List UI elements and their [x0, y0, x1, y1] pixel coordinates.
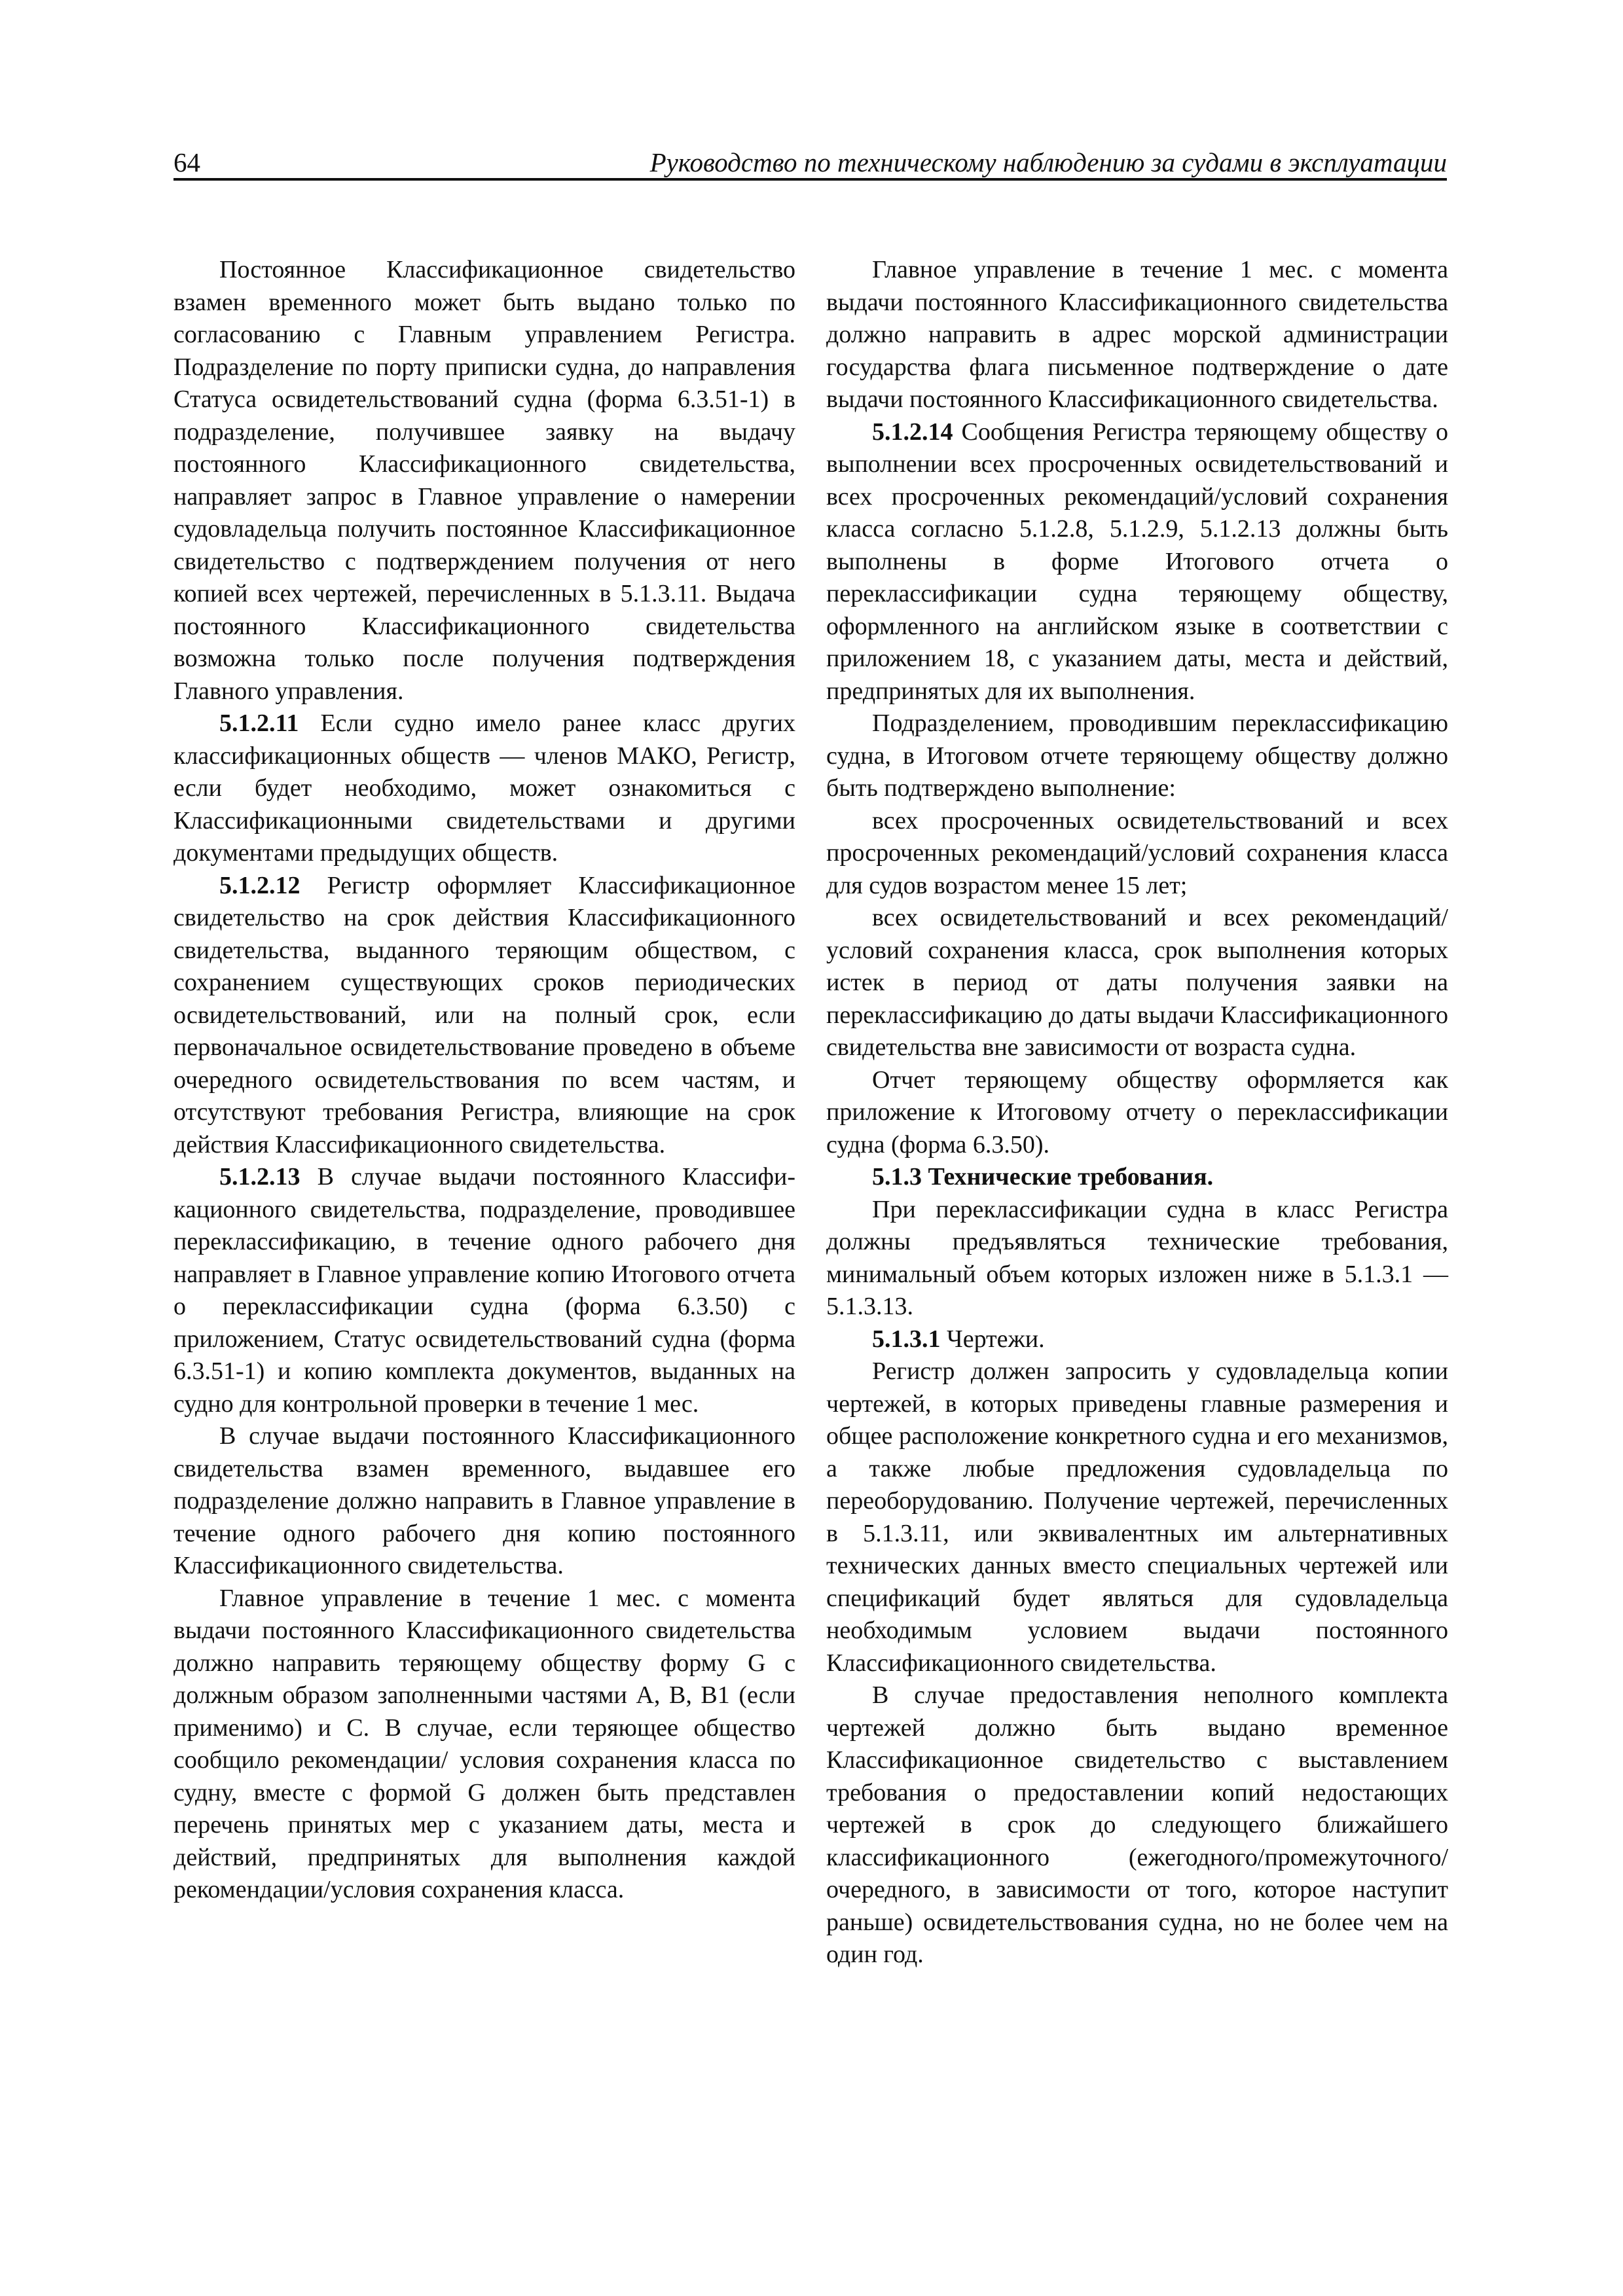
clause-number: 5.1.2.11 [219, 709, 299, 737]
clause-number: 5.1.3.1 [872, 1325, 941, 1353]
paragraph: Главное управление в течение 1 мес. с момента выдачи постоянного Классификационного свидетельства должно направить в адрес морской администрации государства флага письменное подтверждение о дате выдачи постоянного Классификационного свидетельства. [826, 256, 1448, 413]
paragraph: 5.1.2.13 В случае выдачи постоянного Классификационного свидетельства, подразделение, проводившее переклассификацию, в течение одного рабочего дня направляет в Главное управление копию Итогового отчета о переклассификации судна (форма 6.3.50) с приложением, Статус освидетельствований судна (форма 6.3.51-1) и копию комплекта документов, выданных на судно для контрольной проверки в течение 1 мес. [173, 1163, 795, 1418]
paragraph: 5.1.2.12 Регистр оформляет Классификационное свидетельство на срок действия Классификационного свидетельства, выданного теряющим обществом, с сохранением существующих сроков периодических освидетельствований, или на полный срок, если первоначальное освидетельствование проведено в объеме очередного освидетельствования по всем частям, и отсутствуют требования Регистра, влияющие на срок действия Классификационного свидетельства. [173, 871, 795, 1158]
page-number: 64 [173, 147, 200, 177]
paragraph: При переклассификации судна в класс Регистра должны предъявляться технические требования, минимальный объем которых изложен ниже в 5.1.3.1 — 5.1.3.13. [826, 1195, 1448, 1320]
left-column [173, 254, 795, 1907]
paragraph: Отчет теряющему обществу оформляется как приложение к Итоговому отчету о переклассификации судна (форма 6.3.50). [826, 1066, 1448, 1158]
paragraph: 5.1.2.11 Если судно имело ранее класс других классификационных обществ — членов МАКО, Регистр, если будет необходимо, может ознакомиться с Классификационными свидетельствами и другими документами предыдущих обществ. [173, 709, 795, 867]
paragraph: В случае предоставления неполного комплекта чертежей должно быть выдано временное Классификационное свидетельство с выставлением требования о предоставлении копий недостающих чертежей в срок до следующего ближайшего классификационного (ежегодного/промежуточного/ очередного, в зависимости от того, которое наступит раньше) освидетельствования судна, но не более чем на один год. [826, 1681, 1448, 1968]
paragraph: 5.1.2.14 Сообщения Регистра теряющему обществу о выполнении всех просроченных освидетельствований и всех просроченных рекомендаций/условий сохранения класса согласно 5.1.2.8, 5.1.2.9, 5.1.2.13 должны быть выполнены в форме Итогового отчета о переклассификации судна теряющему обществу, оформленного на английском языке в соответствии с приложением 18, с указанием даты, места и действий, предпринятых для их выполнения. [826, 418, 1448, 705]
page-header [173, 145, 1447, 179]
paragraph: Главное управление в течение 1 мес. с момента выдачи постоянного Классификационного свидетельства должно направить теряющему обществу форму G с должным образом заполненными частями A, B, B1 (если применимо) и C. В случае, если теряющее общество сообщило рекомендации/ условия сохранения класса по судну, вместе с формой G должен быть представлен перечень принятых мер с указанием даты, места и действий, предпринятых для выполнения каждой рекомендации/условия сохранения класса. [173, 1584, 795, 1903]
paragraph: Постоянное Классификационное свидетельство взамен временного может быть выдано только по согласованию с Главным управлением Регистра. Подразделение по порту приписки судна, до направления Статуса освидетельствований судна (форма 6.3.51-1) в подразделение, получившее заявку на выдачу постоянного Классификационного свидетельства, направляет запрос в Главное управление о намерении судовладельца получить постоянное Классификационное свидетельство с подтверждением получения от него копией всех чертежей, перечисленных в 5.1.3.11. Выдача постоянного Классификационного свидетельства возможна только после получения подтверждения Главного управления. [173, 256, 795, 705]
list-item: всех освидетельствований и всех рекомендаций/ условий сохранения класса, срок выполнения которых истек в период от даты получения заявки на переклассификацию до даты выдачи Классификационного свидетельства вне зависимости от возраста судна. [826, 904, 1448, 1061]
clause-number: 5.1.2.14 [872, 418, 953, 446]
section-heading: 5.1.3 Технические требования. [872, 1163, 1214, 1191]
running-title: Руководство по техническому наблюдению за судами в эксплуатации [649, 147, 1447, 177]
paragraph: Регистр должен запросить у судовладельца копии чертежей, в которых приведены главные размерения и общее расположение конкретного судна и его механизмов, а также любые предложения судовладельца по переоборудованию. Получение чертежей, перечисленных в 5.1.3.11, или эквивалентных им альтернативных технических данных вместо специальных чертежей или спецификаций будет являться для судовладельца необходимым условием выдачи постоянного Классификационного свидетельства. [826, 1357, 1448, 1677]
right-column [826, 254, 1448, 1971]
header-rule [173, 178, 1447, 181]
clause-number: 5.1.2.12 [219, 871, 301, 899]
paragraph: Подразделением, проводившим переклассификацию судна, в Итоговом отчете теряющему обществу должно быть подтверждено выполнение: [826, 709, 1448, 802]
clause-number: 5.1.2.13 [219, 1163, 301, 1191]
list-item: всех просроченных освидетельствований и всех просроченных рекомендаций/условий сохранения класса для судов возрастом менее 15 лет; [826, 806, 1448, 899]
paragraph: В случае выдачи постоянного Классификационного свидетельства взамен временного, выдавшее его подразделение должно направить в Главное управление в течение одного рабочего дня копию постоянного Классификационного свидетельства. [173, 1422, 795, 1579]
subsection-heading: 5.1.3.1 Чертежи. [872, 1325, 1045, 1353]
